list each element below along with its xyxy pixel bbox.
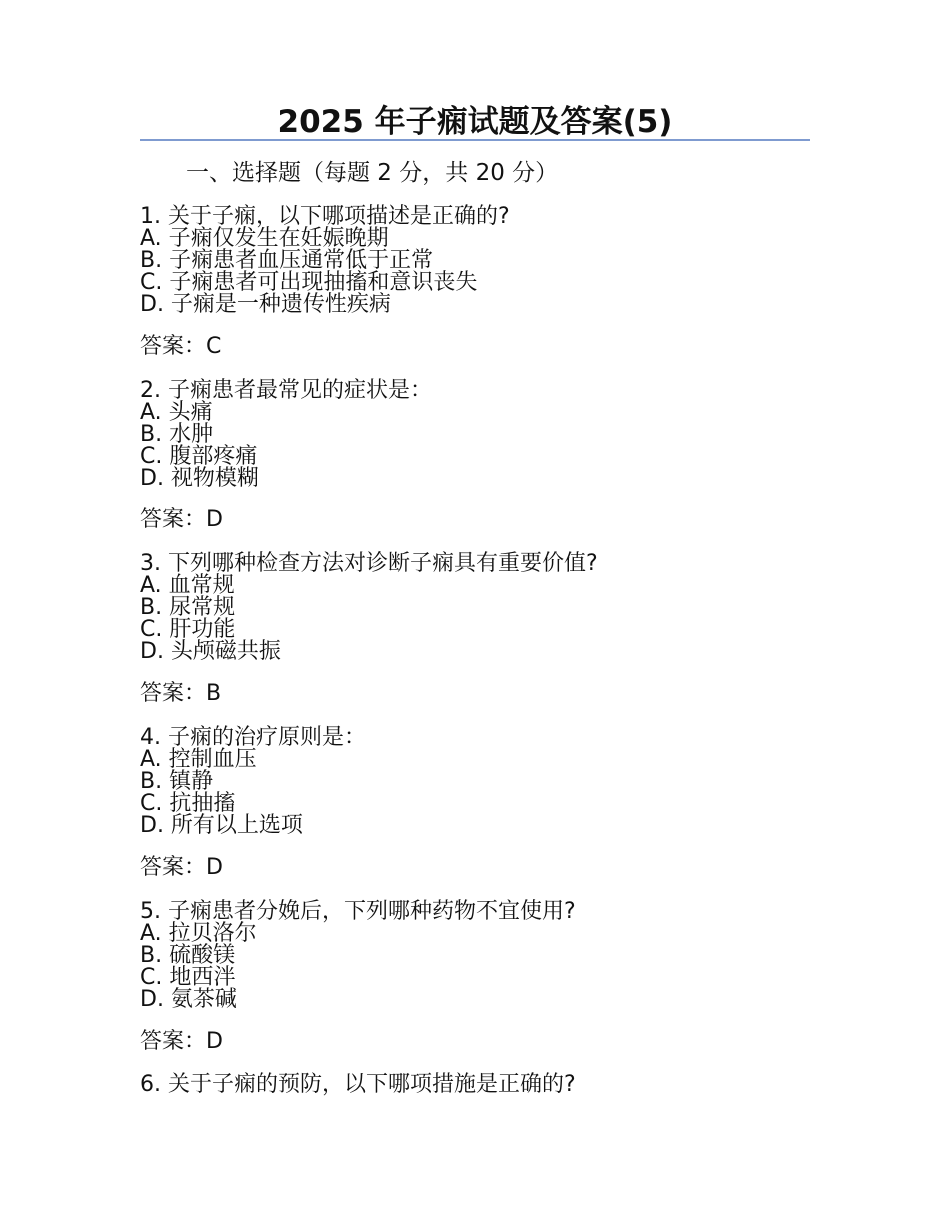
question-1 xyxy=(140,206,820,316)
question-stem: 6. 关于子痫的预防，以下哪项措施是正确的? xyxy=(140,1072,576,1097)
option-d: D. 氨茶碱 xyxy=(140,987,237,1012)
option-b: B. 尿常规 xyxy=(140,595,236,620)
question-stem: 3. 下列哪种检查方法对诊断子痫具有重要价值? xyxy=(140,551,598,576)
answer-2: 答案：D xyxy=(140,507,223,532)
option-a: A. 子痫仅发生在妊娠晚期 xyxy=(140,226,389,251)
option-d: D. 头颅磁共振 xyxy=(140,639,281,664)
option-c: C. 肝功能 xyxy=(140,617,236,642)
title-underline xyxy=(140,139,810,141)
option-b: B. 镇静 xyxy=(140,769,214,794)
question-3 xyxy=(140,553,820,663)
option-c: C. 子痫患者可出现抽搐和意识丧失 xyxy=(140,270,478,295)
question-6 xyxy=(140,1074,820,1096)
option-a: A. 血常规 xyxy=(140,573,235,598)
option-b: B. 水肿 xyxy=(140,422,214,447)
question-stem: 5. 子痫患者分娩后，下列哪种药物不宜使用? xyxy=(140,899,576,924)
question-5 xyxy=(140,901,820,1011)
question-stem: 2. 子痫患者最常见的症状是： xyxy=(140,378,432,403)
answer-4: 答案：D xyxy=(140,855,223,880)
option-b: B. 硫酸镁 xyxy=(140,943,236,968)
question-2 xyxy=(140,380,820,490)
option-b: B. 子痫患者血压通常低于正常 xyxy=(140,248,434,273)
answer-1: 答案：C xyxy=(140,334,222,359)
question-stem: 1. 关于子痫，以下哪项描述是正确的? xyxy=(140,204,510,229)
option-d: D. 视物模糊 xyxy=(140,466,259,491)
question-4 xyxy=(140,727,820,837)
section-heading: 一、选择题（每题 2 分，共 20 分） xyxy=(186,160,559,186)
option-a: A. 头痛 xyxy=(140,400,213,425)
option-c: C. 腹部疼痛 xyxy=(140,444,258,469)
option-d: D. 子痫是一种遗传性疾病 xyxy=(140,292,391,317)
question-stem: 4. 子痫的治疗原则是： xyxy=(140,725,366,750)
answer-3: 答案：B xyxy=(140,681,222,706)
option-a: A. 拉贝洛尔 xyxy=(140,921,257,946)
option-c: C. 地西泮 xyxy=(140,965,236,990)
option-a: A. 控制血压 xyxy=(140,747,257,772)
document-title: 2025 年子痫试题及答案(5) xyxy=(277,104,673,140)
option-d: D. 所有以上选项 xyxy=(140,813,303,838)
option-c: C. 抗抽搐 xyxy=(140,791,236,816)
answer-5: 答案：D xyxy=(140,1029,223,1054)
